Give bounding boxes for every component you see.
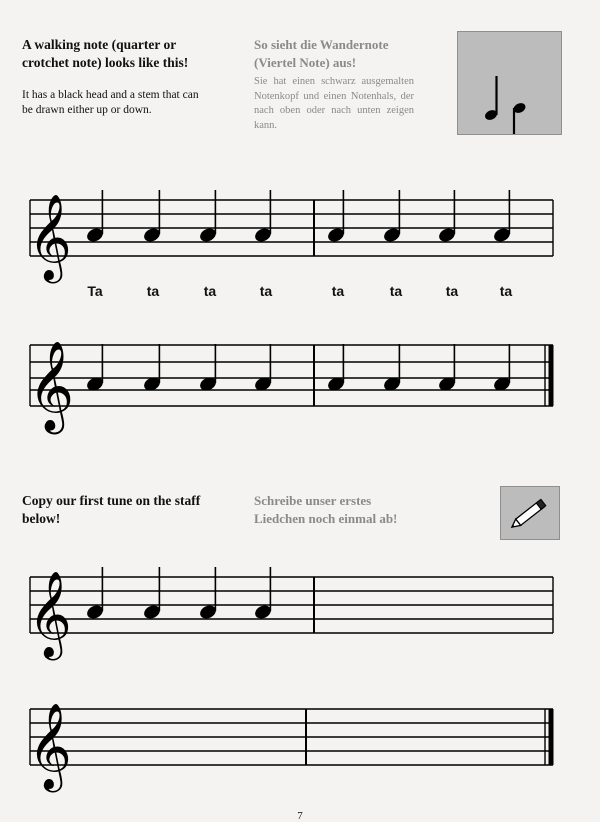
quarter-note xyxy=(85,344,105,393)
pencil-icon xyxy=(501,487,559,539)
staff-1 xyxy=(0,178,600,278)
body-en-walking-note: It has a black head and a stem that can be drawn either up or down. xyxy=(22,89,199,116)
quarter-note xyxy=(85,190,105,244)
quarter-note xyxy=(437,190,457,244)
quarter-note xyxy=(253,567,273,621)
quarter-note-example-box xyxy=(457,31,562,135)
quarter-note xyxy=(437,344,457,393)
staff-2 xyxy=(0,322,600,431)
treble-clef-icon: 𝄞 xyxy=(28,703,72,789)
quarter-note xyxy=(198,344,218,393)
syllable: ta xyxy=(499,283,513,299)
quarter-note xyxy=(198,567,218,621)
syllable: ta xyxy=(389,283,403,299)
heading-de-wandernote: So sieht die Wandernote (Viertel Note) aus! xyxy=(254,37,389,70)
quarter-notes-stem-up-down-icon xyxy=(458,32,561,134)
quarter-note xyxy=(326,190,346,244)
quarter-note xyxy=(492,190,512,244)
heading-en-copy: Copy our first tune on the staff below! xyxy=(22,493,201,526)
page-number: 7 xyxy=(297,810,303,822)
staff-4-empty xyxy=(0,693,600,793)
syllable: Ta xyxy=(87,283,103,299)
treble-clef-icon: 𝄞 xyxy=(28,341,75,431)
syllable: ta xyxy=(259,283,273,299)
body-de-wandernote: Sie hat einen schwarz ausgemalten Notenkopf und einen Notenhals, der nach oben oder nach unten zeigen kann. xyxy=(254,76,414,131)
quarter-note xyxy=(253,344,273,393)
syllable: ta xyxy=(146,283,160,299)
quarter-note xyxy=(142,567,162,621)
treble-clef-icon: 𝄞 xyxy=(28,194,72,280)
quarter-note xyxy=(198,190,218,244)
quarter-note xyxy=(253,190,273,244)
quarter-note xyxy=(142,344,162,393)
syllable: ta xyxy=(331,283,345,299)
quarter-note xyxy=(382,344,402,393)
heading-de-copy: Schreibe unser erstes Liedchen noch einmal ab! xyxy=(254,493,398,526)
quarter-note xyxy=(326,344,346,393)
syllable: ta xyxy=(445,283,459,299)
quarter-note xyxy=(382,190,402,244)
quarter-note xyxy=(142,190,162,244)
quarter-note xyxy=(492,344,512,393)
quarter-note xyxy=(85,567,105,621)
heading-en-walking-note: A walking note (quarter or crotchet note) looks like this! xyxy=(22,37,189,70)
pencil-box xyxy=(500,486,560,540)
treble-clef-icon: 𝄞 xyxy=(28,571,72,657)
staff-3 xyxy=(0,555,600,655)
syllable: ta xyxy=(203,283,217,299)
